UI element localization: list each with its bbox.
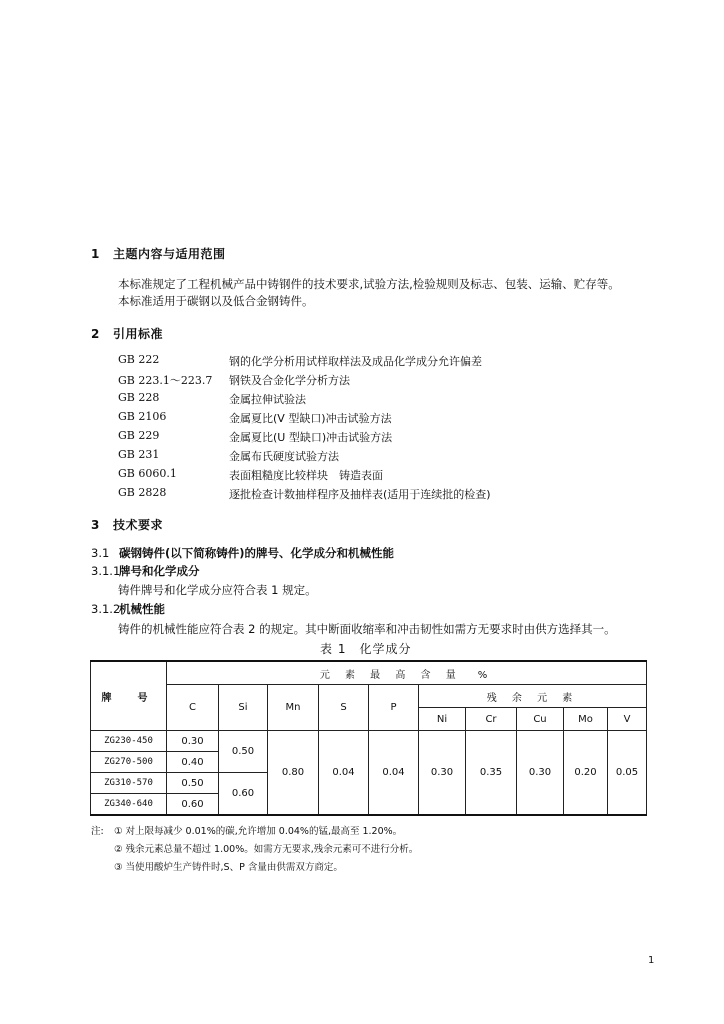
section-title: 碳钢铸件(以下简称铸件)的牌号、化学成分和机械性能 xyxy=(119,546,395,560)
table-header-row xyxy=(91,685,647,708)
reference-code: GB 222 xyxy=(118,353,160,366)
s-cell: 0.04 xyxy=(319,731,369,816)
section-2-heading xyxy=(91,325,163,342)
si-cell: 0.60 xyxy=(219,773,268,816)
note-label: 注: xyxy=(91,826,104,837)
reference-code: GB 231 xyxy=(118,448,160,461)
reference-title: 金属拉伸试验法 xyxy=(229,393,306,406)
section-title: 技术要求 xyxy=(113,518,164,532)
mn-cell: 0.80 xyxy=(268,731,319,816)
reference-title: 钢的化学分析用试样取样法及成品化学成分允许偏差 xyxy=(229,355,482,368)
p-cell: 0.04 xyxy=(369,731,419,816)
column-header-si: Si xyxy=(219,685,268,731)
subsection-3-1-heading xyxy=(91,545,394,561)
column-header-cu: Cu xyxy=(517,708,564,731)
mo-cell: 0.20 xyxy=(564,731,608,816)
column-header-p: P xyxy=(369,685,419,731)
chemical-composition-table xyxy=(90,660,647,816)
section-number: 3.1.2 xyxy=(91,602,121,616)
subsection-3-1-2-heading xyxy=(91,601,165,617)
section-title: 主题内容与适用范围 xyxy=(113,247,226,261)
reference-title: 金属夏比(U 型缺口)冲击试验方法 xyxy=(229,431,393,444)
reference-title: 金属布氏硬度试验方法 xyxy=(229,450,339,463)
grade-cell: ZG270-500 xyxy=(91,752,167,773)
note-item: ① 对上限每减少 0.01%的碳,允许增加 0.04%的锰,最高至 1.20%。 xyxy=(114,826,403,837)
c-cell: 0.30 xyxy=(167,731,219,752)
reference-code: GB 2828 xyxy=(118,486,167,499)
note-item: ③ 当使用酸炉生产铸件时,S、P 含量由供需双方商定。 xyxy=(114,862,343,873)
column-header-cr: Cr xyxy=(466,708,517,731)
section-title: 牌号和化学成分 xyxy=(119,564,200,578)
c-cell: 0.60 xyxy=(167,794,219,816)
paragraph: 铸件的机械性能应符合表 2 的规定。其中断面收缩率和冲击韧性如需方无要求时由供方选择其一。 xyxy=(118,622,616,636)
section-title: 引用标准 xyxy=(113,327,164,341)
residual-elements-header: 残 余 元 素 xyxy=(419,685,647,708)
reference-code: GB 6060.1 xyxy=(118,467,177,480)
column-header-ni: Ni xyxy=(419,708,466,731)
column-header-v: V xyxy=(608,708,647,731)
c-cell: 0.50 xyxy=(167,773,219,794)
reference-code: GB 2106 xyxy=(118,410,167,423)
reference-code: GB 229 xyxy=(118,429,160,442)
elements-header: 元 素 最 高 含 量 % xyxy=(167,661,647,685)
si-cell: 0.50 xyxy=(219,731,268,773)
section-number: 1 xyxy=(91,247,100,261)
v-cell: 0.05 xyxy=(608,731,647,816)
grade-header: 牌 号 xyxy=(91,661,167,731)
page-number: 1 xyxy=(648,955,655,966)
paragraph: 铸件牌号和化学成分应符合表 1 规定。 xyxy=(118,583,317,597)
table-row xyxy=(91,731,647,752)
section-number: 2 xyxy=(91,327,100,341)
reference-code: GB 223.1～223.7 xyxy=(118,374,213,387)
table-header-row xyxy=(91,661,647,685)
column-header-mo: Mo xyxy=(564,708,608,731)
section-number: 3.1 xyxy=(91,546,110,560)
reference-title: 逐批检查计数抽样程序及抽样表(适用于连续批的检查) xyxy=(229,488,491,501)
subsection-3-1-1-heading xyxy=(91,563,200,579)
paragraph: 本标准规定了工程机械产品中铸钢件的技术要求,试验方法,检验规则及标志、包装、运输、贮存等。 xyxy=(118,277,620,291)
section-title: 机械性能 xyxy=(119,602,165,616)
column-header-c: C xyxy=(167,685,219,731)
reference-code: GB 228 xyxy=(118,391,160,404)
reference-title: 表面粗糙度比较样块 铸造表面 xyxy=(229,469,383,482)
ni-cell: 0.30 xyxy=(419,731,466,816)
section-number: 3.1.1 xyxy=(91,564,121,578)
table-caption: 表 1 化学成分 xyxy=(320,642,412,656)
section-3-heading xyxy=(91,516,163,533)
grade-cell: ZG340-640 xyxy=(91,794,167,816)
section-1-heading xyxy=(91,245,226,262)
reference-title: 金属夏比(V 型缺口)冲击试验方法 xyxy=(229,412,392,425)
column-header-s: S xyxy=(319,685,369,731)
note-item: ② 残余元素总量不超过 1.00%。如需方无要求,残余元素可不进行分析。 xyxy=(114,844,419,855)
reference-title: 钢铁及合金化学分析方法 xyxy=(229,374,350,387)
section-number: 3 xyxy=(91,518,100,532)
c-cell: 0.40 xyxy=(167,752,219,773)
column-header-mn: Mn xyxy=(268,685,319,731)
grade-cell: ZG230-450 xyxy=(91,731,167,752)
cr-cell: 0.35 xyxy=(466,731,517,816)
cu-cell: 0.30 xyxy=(517,731,564,816)
grade-cell: ZG310-570 xyxy=(91,773,167,794)
paragraph: 本标准适用于碳钢以及低合金钢铸件。 xyxy=(118,294,314,308)
